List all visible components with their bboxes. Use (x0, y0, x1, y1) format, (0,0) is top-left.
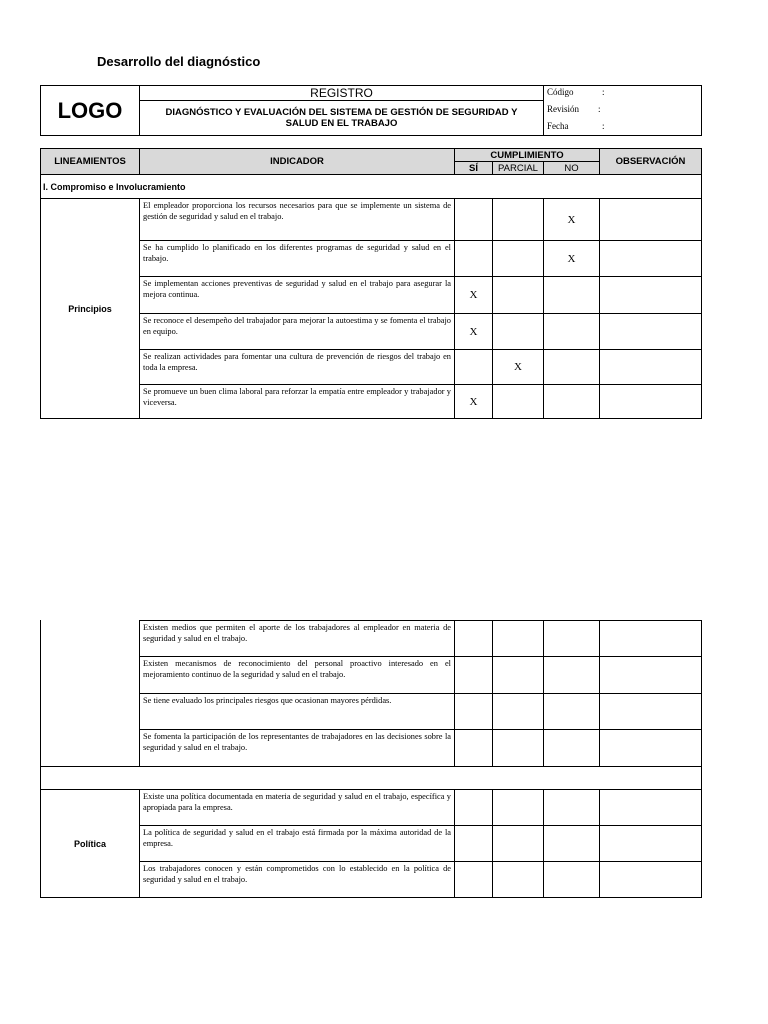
mark-si (454, 861, 493, 898)
mark-parcial (492, 729, 544, 767)
mark-si (454, 656, 493, 694)
col-si: SÍ (454, 161, 493, 175)
mark-no (543, 693, 600, 730)
mark-si (454, 620, 493, 657)
indicator-text: Se realizan actividades para fomentar una cultura de prevención de riesgos del trabajo en toda la empresa. (139, 349, 455, 385)
mark-si: X (454, 313, 493, 350)
indicator-text: Se fomenta la participación de los representantes de trabajadores en las decisiones sobre la seguridad y salud en el trabajo. (139, 729, 455, 767)
mark-si (454, 693, 493, 730)
mark-no (543, 384, 600, 419)
mark-si (454, 240, 493, 277)
col-lineamientos: LINEAMIENTOS (40, 148, 140, 175)
mark-si (454, 825, 493, 862)
mark-no (543, 349, 600, 385)
mark-si: X (454, 384, 493, 419)
indicator-text: Se ha cumplido lo planificado en los diferentes programas de seguridad y salud en el trabajo. (139, 240, 455, 277)
codigo-label: Código (547, 87, 574, 97)
observation-cell (599, 656, 702, 694)
mark-parcial (492, 240, 544, 277)
mark-parcial (492, 789, 544, 826)
section-title: I. Compromiso e Involucramiento (43, 182, 186, 192)
registro-title: REGISTRO (139, 85, 544, 101)
mark-parcial (492, 313, 544, 350)
mark-no: X (543, 198, 600, 241)
page-title: Desarrollo del diagnóstico (97, 54, 261, 69)
observation-cell (599, 313, 702, 350)
mark-parcial: X (492, 349, 544, 385)
indicator-text: La política de seguridad y salud en el trabajo está firmada por la máxima autoridad de la empresa. (139, 825, 455, 862)
indicator-text: Se implementan acciones preventivas de seguridad y salud en el trabajo para asegurar la mejora continua. (139, 276, 455, 314)
fecha-label: Fecha (547, 121, 569, 131)
document-subtitle: DIAGNÓSTICO Y EVALUACIÓN DEL SISTEMA DE GESTIÓN DE SEGURIDAD Y SALUD EN EL TRABAJO (139, 100, 544, 136)
indicator-text: Se tiene evaluado los principales riesgos que ocasionan mayores pérdidas. (139, 693, 455, 730)
col-indicador: INDICADOR (139, 148, 455, 175)
mark-no (543, 825, 600, 862)
indicator-text: El empleador proporciona los recursos necesarios para que se implemente un sistema de gestión de seguridad y salud en el trabajo. (139, 198, 455, 241)
observation-cell (599, 620, 702, 657)
mark-si (454, 198, 493, 241)
blank-row (40, 766, 702, 790)
mark-no (543, 729, 600, 767)
mark-parcial (492, 693, 544, 730)
revision-colon: : (598, 104, 601, 114)
mark-parcial (492, 198, 544, 241)
mark-no (543, 313, 600, 350)
lineamiento-politica: Política (40, 789, 140, 898)
indicator-text: Existe una política documentada en materia de seguridad y salud en el trabajo, específica y apropiada para la empresa. (139, 789, 455, 826)
mark-parcial (492, 861, 544, 898)
mark-no (543, 276, 600, 314)
mark-parcial (492, 276, 544, 314)
mark-no (543, 620, 600, 657)
mark-si: X (454, 276, 493, 314)
logo-placeholder: LOGO (40, 85, 140, 136)
codigo-colon: : (602, 87, 605, 97)
fecha-colon: : (602, 121, 605, 131)
mark-no (543, 861, 600, 898)
observation-cell (599, 198, 702, 241)
col-parcial: PARCIAL (492, 161, 544, 175)
meta-box (543, 85, 702, 136)
mark-parcial (492, 384, 544, 419)
observation-cell (599, 349, 702, 385)
mark-parcial (492, 620, 544, 657)
indicator-text: Se reconoce el desempeño del trabajador para mejorar la autoestima y se fomenta el trabajo en equipo. (139, 313, 455, 350)
observation-cell (599, 825, 702, 862)
mark-no: X (543, 240, 600, 277)
col-no: NO (543, 161, 600, 175)
mark-parcial (492, 825, 544, 862)
mark-si (454, 349, 493, 385)
mark-parcial (492, 656, 544, 694)
observation-cell (599, 789, 702, 826)
mark-no (543, 656, 600, 694)
col-observacion: OBSERVACIÓN (599, 148, 702, 175)
observation-cell (599, 729, 702, 767)
observation-cell (599, 276, 702, 314)
observation-cell (599, 693, 702, 730)
observation-cell (599, 384, 702, 419)
indicator-text: Los trabajadores conocen y están comprometidos con lo establecido en la política de seguridad y salud en el trabajo. (139, 861, 455, 898)
revision-label: Revisión (547, 104, 580, 114)
mark-si (454, 789, 493, 826)
lineamiento-principios: Principios (40, 198, 140, 419)
indicator-text: Se promueve un buen clima laboral para reforzar la empatía entre empleador y trabajador y viceversa. (139, 384, 455, 419)
section-row (40, 174, 702, 199)
indicator-text: Existen medios que permiten el aporte de los trabajadores al empleador en materia de seguridad y salud en el trabajo. (139, 620, 455, 657)
observation-cell (599, 240, 702, 277)
indicator-text: Existen mecanismos de reconocimiento del personal proactivo interesado en el mejoramiento continuo de la seguridad y salud en el trabajo. (139, 656, 455, 694)
mark-no (543, 789, 600, 826)
mark-si (454, 729, 493, 767)
observation-cell (599, 861, 702, 898)
col-cumplimiento: CUMPLIMIENTO (454, 148, 600, 162)
